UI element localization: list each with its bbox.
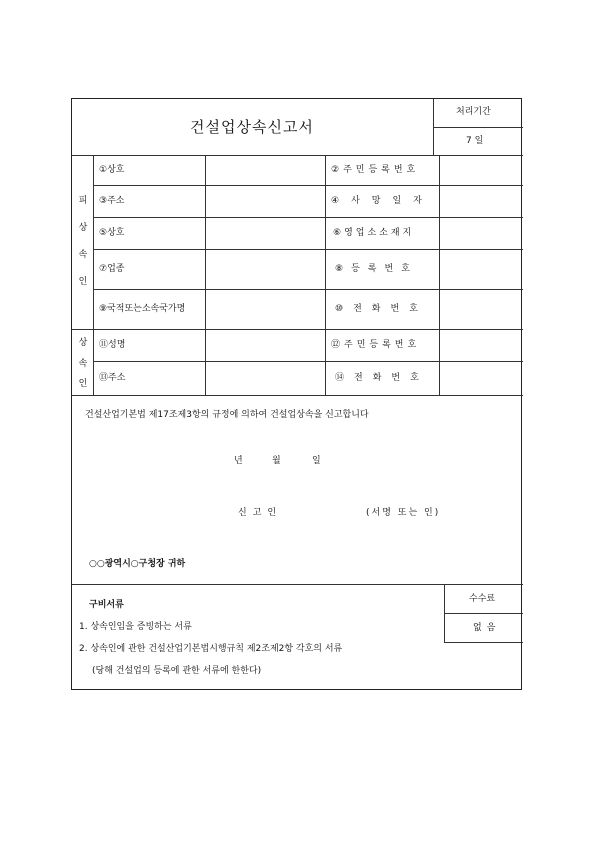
fee-value: 없음 [473,623,501,633]
field-office-location-label: ⑥영업소소재지 [333,228,415,238]
form-title: 건설업상속신고서 [190,118,314,136]
field-heir-address-label: ⑬주소 [99,373,126,383]
field-name-input[interactable] [206,330,324,360]
field-death-date-input[interactable] [440,186,522,216]
processing-period-value: 7 일 [466,136,484,146]
field-death-date-label: ④사망일자 [331,196,434,206]
field-heir-address-input[interactable] [206,362,324,394]
heir-group-label: 상 속 인 [78,338,88,389]
field-heir-resident-number-input[interactable] [440,330,522,360]
date-year: 년 [234,456,243,466]
doc-item-2-note: (당해 건설업의 등록에 관한 서류에 한한다) [92,666,262,676]
field-resident-number-label: ②주민등록번호 [331,165,420,175]
field-trade-name-2-input[interactable] [206,218,324,248]
field-name-label: ⑪성명 [99,340,126,350]
date-month: 월 [272,456,281,466]
processing-period-label: 처리기간 [456,107,491,117]
field-trade-name-2-label: ⑤상호 [99,228,125,238]
signature-note: (서명 또는 인) [366,508,441,518]
field-business-type-label: ⑦업종 [99,264,125,274]
deceased-group-label: 피 상 속 인 [78,196,88,287]
field-office-location-input[interactable] [440,218,522,248]
field-address-label: ③주소 [99,196,125,206]
field-trade-name-input[interactable] [206,156,324,184]
doc-item-1: 1. 상속인임을 증빙하는 서류 [79,622,192,632]
docs-title: 구비서류 [89,600,124,610]
field-resident-number-input[interactable] [440,156,522,184]
field-nationality-label: ⑨국적또는소속국가명 [99,304,186,314]
reporter-label: 신고인 [238,508,283,518]
addressee: ○○광역시○구청장 귀하 [89,559,186,569]
declaration-form [71,98,522,690]
field-registration-number-input[interactable] [440,250,522,288]
field-registration-number-label: ⑧등록번호 [335,264,418,274]
field-business-type-input[interactable] [206,250,324,288]
fee-label: 수수료 [469,594,496,604]
field-phone-input[interactable] [440,290,522,328]
field-trade-name-label: ①상호 [99,165,125,175]
field-heir-resident-number-label: ⑫주민등록번호 [331,340,421,350]
statement-text: 건설산업기본법 제17조제3항의 규정에 의하여 건설업상속을 신고합니다 [85,410,369,420]
field-address-input[interactable] [206,186,324,216]
field-nationality-input[interactable] [206,290,324,328]
date-day: 일 [312,456,321,466]
doc-item-2: 2. 상속인에 관한 건설산업기본법시행규칙 제2조제2항 각호의 서류 [79,644,343,654]
field-phone-label: ⑩전화번호 [335,304,428,314]
field-heir-phone-label: ⑭전화번호 [335,373,429,383]
field-heir-phone-input[interactable] [440,362,522,394]
